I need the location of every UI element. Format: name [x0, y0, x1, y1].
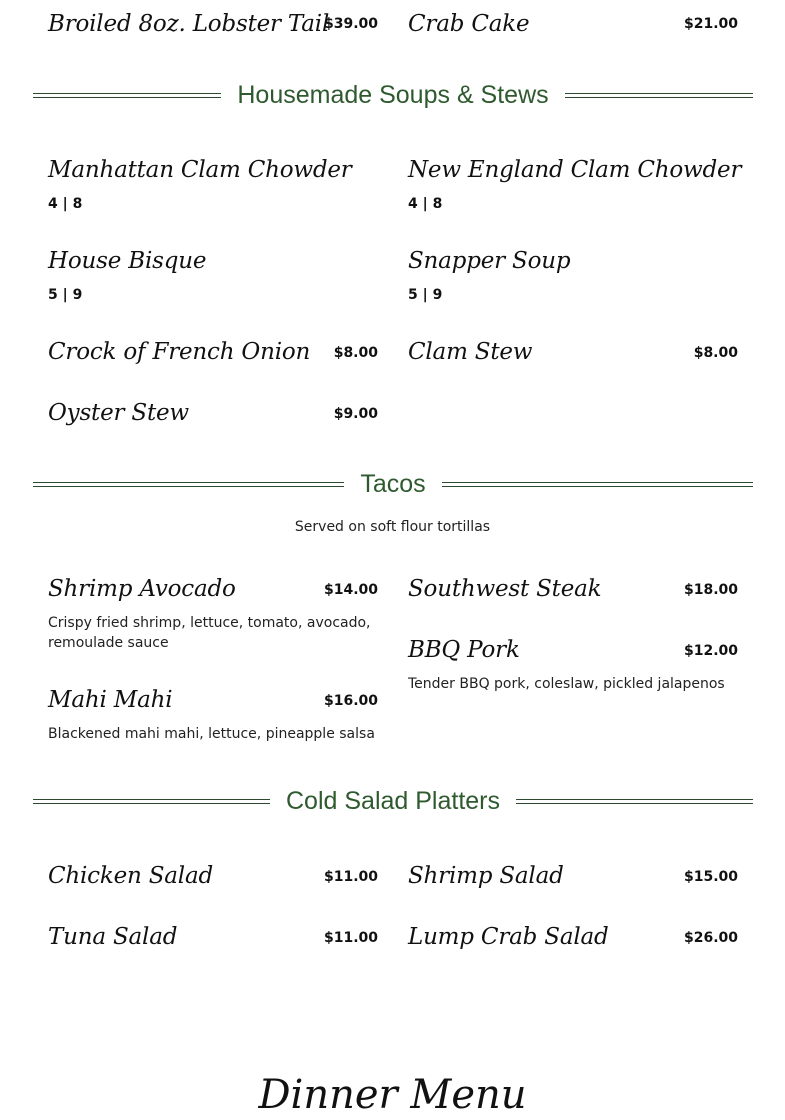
menu-item-name: Shrimp Salad	[408, 863, 564, 889]
menu-item-name: New England Clam Chowder	[408, 157, 742, 183]
menu-item-name: Lump Crab Salad	[408, 924, 609, 950]
next-section-heading: Dinner Menu	[258, 1072, 527, 1118]
menu-item-price: $39.00	[323, 16, 378, 32]
menu-item-price: $12.00	[683, 643, 738, 659]
menu-item-sizes: 4 | 8	[48, 196, 83, 212]
menu-item-name: Oyster Stew	[48, 400, 189, 426]
menu-item-sizes: 4 | 8	[408, 196, 443, 212]
section-title: Housemade Soups & Stews	[237, 81, 549, 109]
menu-item-price: $15.00	[683, 869, 738, 885]
menu-item-price: $26.00	[683, 930, 738, 946]
menu-item-price: $8.00	[693, 345, 738, 361]
menu-item-description: Blackened mahi mahi, lettuce, pineapple salsa	[48, 726, 375, 742]
section-header-soups	[33, 77, 753, 113]
menu-item-name: BBQ Pork	[408, 637, 520, 663]
menu-item-description: Crispy fried shrimp, lettuce, tomato, avocado, remoulade sauce	[48, 615, 371, 651]
divider-left	[33, 482, 344, 487]
menu-item-name: Chicken Salad	[48, 863, 213, 889]
section-header-tacos	[33, 466, 753, 502]
menu-item-name: Tuna Salad	[48, 924, 178, 950]
section-title: Tacos	[360, 470, 426, 498]
menu-item-price: $21.00	[683, 16, 738, 32]
menu-item-name: Clam Stew	[408, 339, 533, 365]
menu-item-price: $18.00	[683, 582, 738, 598]
menu-item-name: Mahi Mahi	[48, 687, 173, 713]
menu-item-sizes: 5 | 9	[48, 287, 83, 303]
menu-item-price: $11.00	[323, 869, 378, 885]
divider-right	[565, 93, 753, 98]
divider-right	[442, 482, 753, 487]
menu-item-price: $9.00	[333, 406, 378, 422]
divider-left	[33, 799, 270, 804]
menu-item-description: Tender BBQ pork, coleslaw, pickled jalapenos	[408, 676, 725, 692]
menu-item-name: Broiled 8oz. Lobster Tail	[48, 11, 330, 37]
section-note: Served on soft flour tortillas	[294, 519, 491, 535]
menu-item-name: Crock of French Onion	[48, 339, 311, 365]
menu-item-name: Southwest Steak	[408, 576, 602, 602]
divider-right	[516, 799, 753, 804]
section-header-salads	[33, 783, 753, 819]
menu-item-name: Manhattan Clam Chowder	[48, 157, 352, 183]
menu-item-sizes: 5 | 9	[408, 287, 443, 303]
menu-item-name: Snapper Soup	[408, 248, 571, 274]
menu-item-name: Crab Cake	[408, 11, 530, 37]
menu-item-price: $8.00	[333, 345, 378, 361]
menu-item-price: $16.00	[323, 693, 378, 709]
menu-item-price: $14.00	[323, 582, 378, 598]
section-title: Cold Salad Platters	[286, 787, 501, 815]
menu-item-name: Shrimp Avocado	[48, 576, 236, 602]
divider-left	[33, 93, 221, 98]
menu-item-name: House Bisque	[48, 248, 207, 274]
menu-item-price: $11.00	[323, 930, 378, 946]
